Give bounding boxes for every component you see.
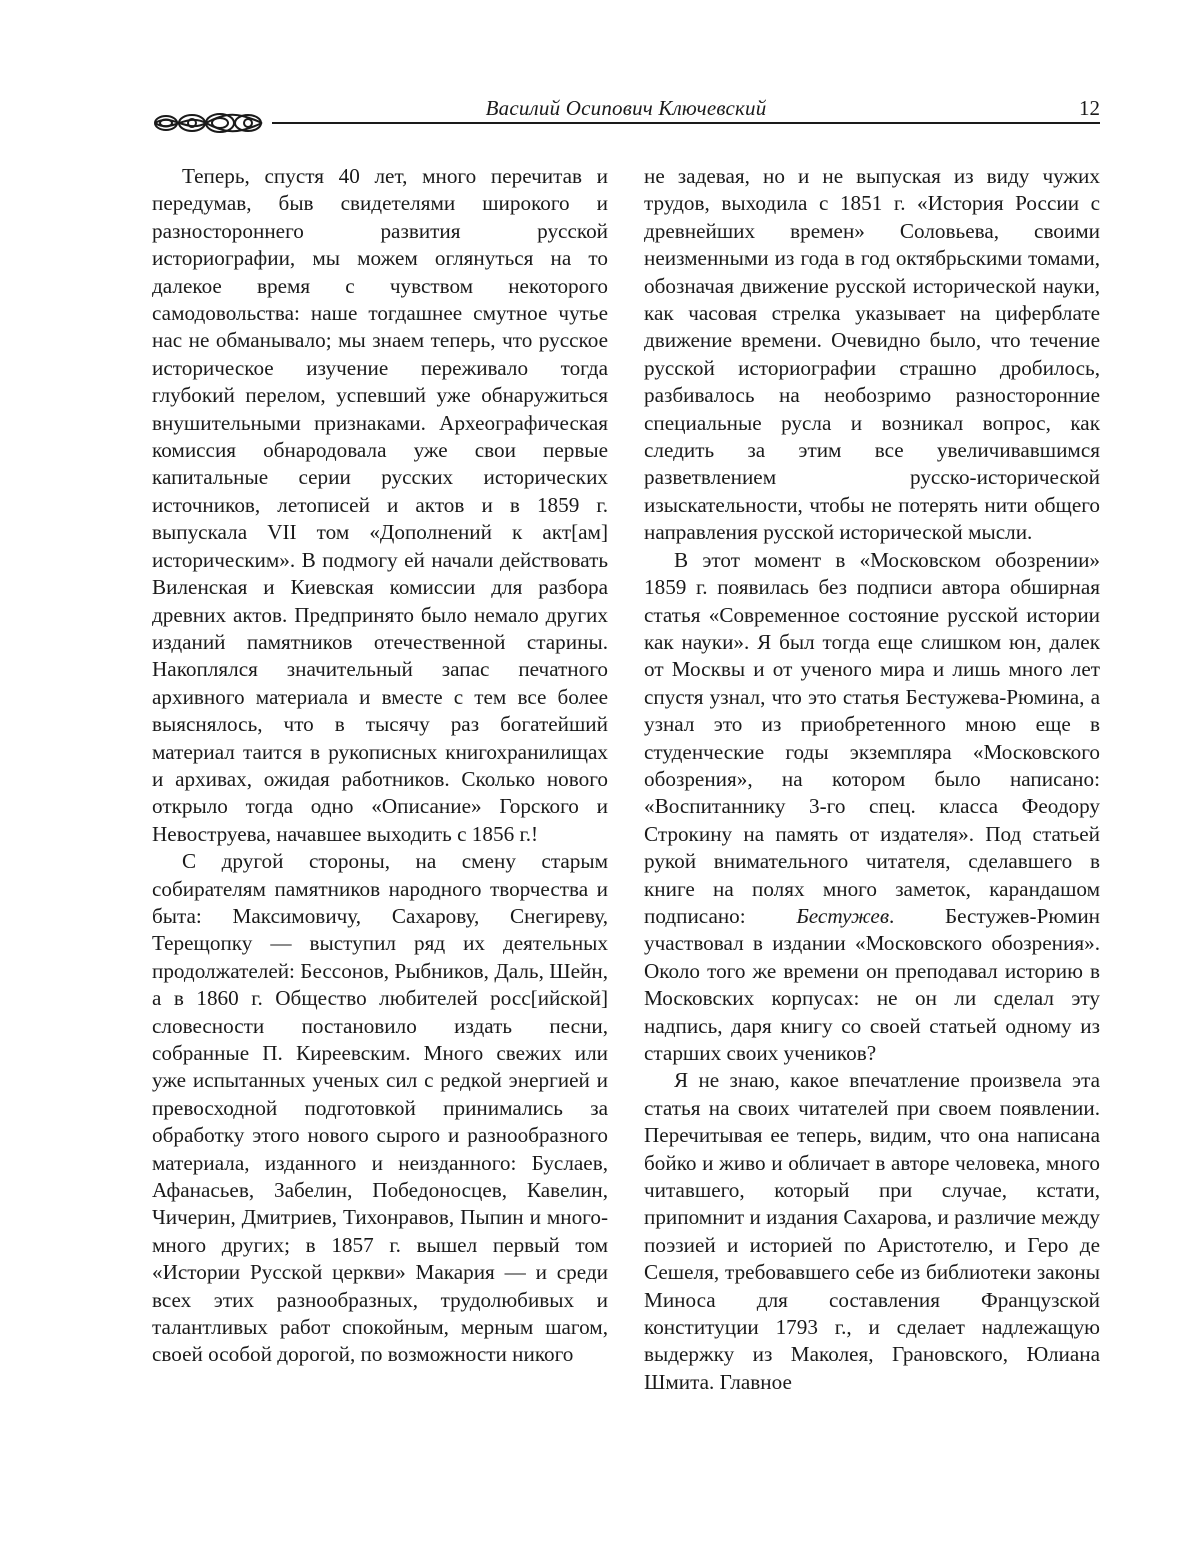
paragraph-text: . Бестужев-Рюмин участвовал в издании «Московского обозрения». Около того же времени он преподавал историю в Московских корпусах: не он ли сделал эту надпись, даря книгу со своей статьей одному из старших своих учеников? <box>644 903 1100 1065</box>
running-title: Василий Осипович Ключевский <box>485 96 767 120</box>
paragraph: Я не знаю, какое впечатление произвела эта статья на своих читателей при своем появлении. Перечитывая ее теперь, видим, что она написана бойко и живо и обличает в авторе человека, много читавшего, который при случае, кстати, припомнит и издания Сахарова, и различие между поэзией и историей по Аристотелю, и Геро де Сешеля, требовавшего себе из библиотеки законы Миноса для составления Французской конституции 1793 г., и сделает надлежащую выдержку из Маколея, Грановского, Юлиана Шмита. Главное <box>644 1068 1100 1394</box>
header-rule <box>272 122 1100 124</box>
paragraph-continuation: не задевая, но и не выпуская из виду чужих трудов, выходила с 1851 г. «История России с древнейших времен» Соловьева, своими неизменными из года в год октябрьскими томами, обозначая движение русской исторической науки, как часовая стрелка указывает на циферблате движение времени. Очевидно было, что течение русской историографии страшно дробилось, разбивалось на необозримо разносторонние специальные русла и возникал вопрос, как следить за этим все увеличивавшимся разветвлением русско-исторической изыскательности, чтобы не потерять нити общего направления русской исторической мысли. <box>644 164 1100 545</box>
page-number: 12 <box>1079 96 1100 120</box>
left-column <box>152 163 608 1369</box>
paragraph: Теперь, спустя 40 лет, много перечитав и передумав, быв свидетелями широкого и разностороннего развития русской историографии, мы можем оглянуться на то далекое время с чувством некоторого самодовольства: наше тогдашнее смутное чутье нас не обманывало; мы знаем теперь, что русское историческое изучение переживало тогда глубокий перелом, успевший уже обнаружиться внушительными признаками. Археографическая комиссия обнародовала уже свои первые капитальные серии русских исторических источников, летописей и актов и в 1859 г. выпускала VII том «Дополнений к акт[ам] историческим». В подмогу ей начали действовать Виленская и Киевская комиссии для разбора древних актов. Предпринято было немало других изданий памятников отечественной старины. Накоплялся значительный запас печатного архивного материала и вместе с тем все более выяснялось, что в тысячу раз богатейший материал таится в рукописных книгохранилищах и архивах, ожидая работников. Сколько нового открыло тогда одно «Описание» Горского и Невоструева, начавшее выходить с 1856 г.! <box>152 164 608 846</box>
italic-signature: Бестужев <box>796 903 890 928</box>
paragraph: С другой стороны, на смену старым собирателям памятников народного творчества и быта: Максимовичу, Сахарову, Снегиреву, Терещопку — выступил ряд их деятельных продолжателей: Бессонов, Рыбников, Даль, Шейн, а в 1860 г. Общество любителей росс[ийской] словесности постановило издать песни, собранные П. Киреевским. Много свежих или уже испытанных ученых сил с редкой энергией и превосходной подготовкой принимались за обработку этого нового сырого и разнообразного материала, изданного и неизданного: Буслаев, Афанасьев, Забелин, Победоносцев, Кавелин, Чичерин, Дмитриев, Тихонравов, Пыпин и много-много других; в 1857 г. вышел первый том «Истории Русской церкви» Макария — и среди всех этих разнообразных, трудолюбивых и талантливых работ спокойным, мерным шагом, своей особой дорогой, по возможности никого <box>152 849 608 1367</box>
paragraph-text: В этот момент в «Московском обозрении» 1859 г. появилась без подписи автора обширная статья «Современное состояние русской истории как науки». Я был тогда еще слишком юн, далек от Москвы и от ученого мира и лишь много лет спустя узнал, что это статья Бестужева-Рюмина, а узнал это из приобретенного мною еще в студенческие годы экземпляра «Московского обозрения», на котором было написано: «Воспитаннику 3-го спец. класса Феодору Строкину на память от издателя». Под статьей рукой внимательного читателя, сделавшего в книге на полях много заметок, карандашом подписано: <box>644 547 1100 928</box>
paragraph <box>644 547 1100 1068</box>
page-header <box>152 88 1100 138</box>
right-column <box>644 163 1100 1396</box>
